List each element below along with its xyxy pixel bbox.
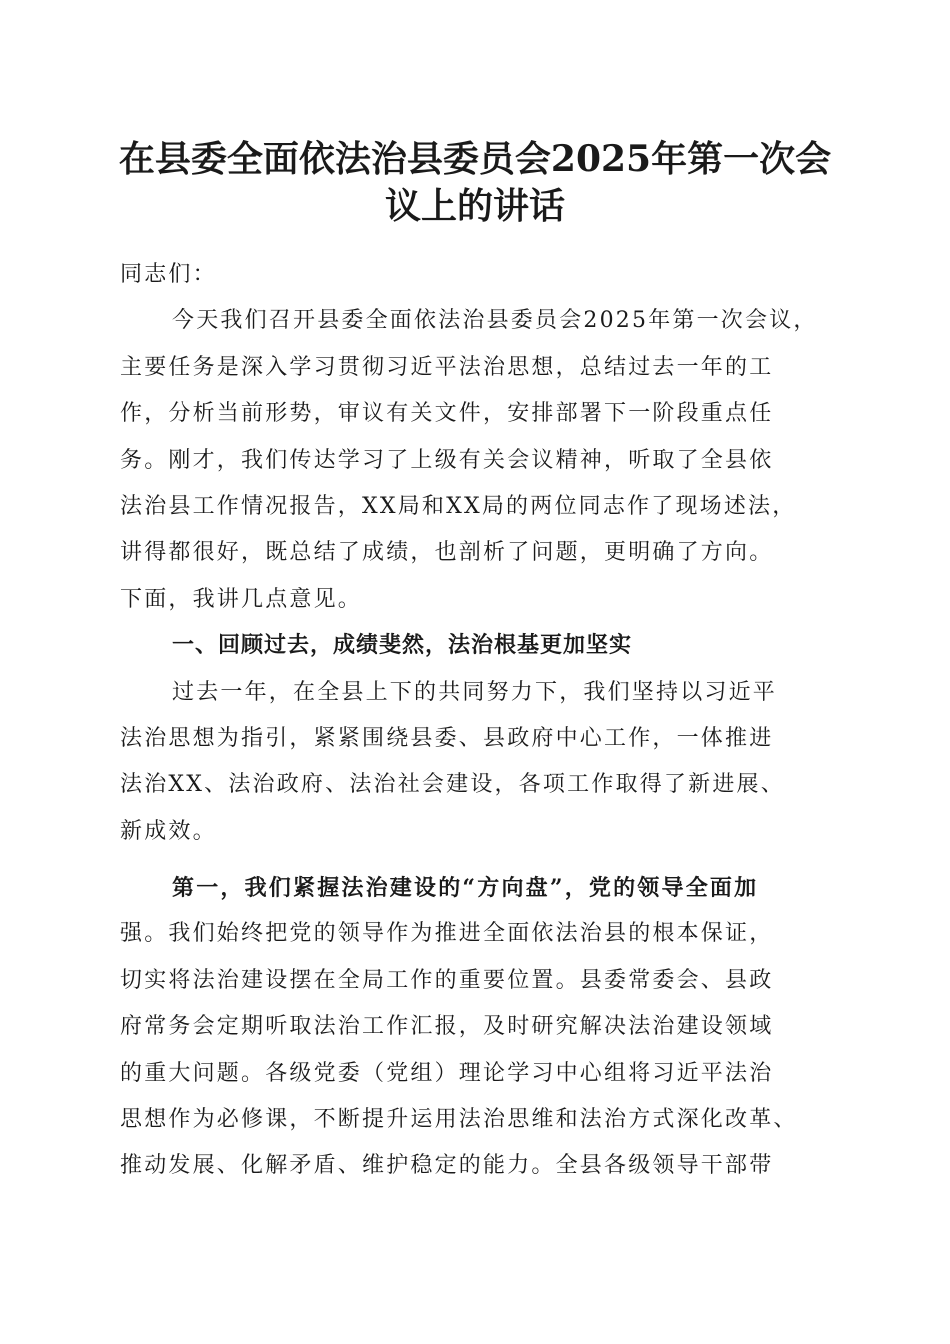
review-paragraph — [120, 670, 832, 856]
text-line: 的重大问题。各级党委（党组）理论学习中心组将习近平法治 — [120, 1060, 774, 1086]
paragraph-gap — [120, 855, 832, 865]
intro-paragraph — [120, 298, 832, 623]
text-line: 切实将法治建设摆在全局工作的重要位置。县委常委会、县政 — [120, 967, 774, 993]
text-line: 思想作为必修课，不断提升运用法治思维和法治方式深化改革、 — [120, 1107, 798, 1133]
text-line: 法治县工作情况报告，XX局和XX局的两位同志作了现场述法， — [120, 493, 797, 519]
text-line: 讲得都很好，既总结了成绩，也剖析了问题，更明确了方向。 — [120, 540, 774, 566]
text-line: 今天我们召开县委全面依法治县委员会2025年第一次会议， — [172, 308, 818, 334]
text-line: 下面，我讲几点意见。 — [120, 586, 363, 612]
point-one-lead: 第一，我们紧握法治建设的“方向盘”，党的领导全面加 — [172, 875, 759, 902]
text-line: 作，分析当前形势，审议有关文件，安排部署下一阶段重点任 — [120, 401, 774, 427]
text-line: 推动发展、化解矛盾、维护稳定的能力。全县各级领导干部带 — [120, 1153, 774, 1179]
text-line: 法治思想为指引，紧紧围绕县委、县政府中心工作，一体推进 — [120, 725, 774, 751]
text-line: 法治XX、法治政府、法治社会建设，各项工作取得了新进展、 — [120, 772, 785, 798]
salutation: 同志们： — [120, 262, 217, 287]
document-body — [120, 252, 832, 1190]
point-one-paragraph — [120, 865, 832, 1190]
title-line-2: 议上的讲话 — [384, 185, 565, 227]
document-title — [100, 136, 850, 230]
text-line: 强。我们始终把党的领导作为推进全面依法治县的根本保证， — [120, 921, 774, 947]
text-line: 务。刚才，我们传达学习了上级有关会议精神，听取了全县依 — [120, 447, 774, 473]
title-line-1: 在县委全面依法治县委员会2025年第一次会 — [118, 138, 832, 180]
text-line: 主要任务是深入学习贯彻习近平法治思想，总结过去一年的工 — [120, 354, 774, 380]
text-line: 新成效。 — [120, 818, 217, 844]
text-line: 府常务会定期听取法治工作汇报，及时研究解决法治建设领域 — [120, 1014, 774, 1040]
section-heading: 一、回顾过去，成绩斐然，法治根基更加坚实 — [172, 633, 633, 659]
text-line: 过去一年，在全县上下的共同努力下，我们坚持以习近平 — [172, 679, 778, 705]
